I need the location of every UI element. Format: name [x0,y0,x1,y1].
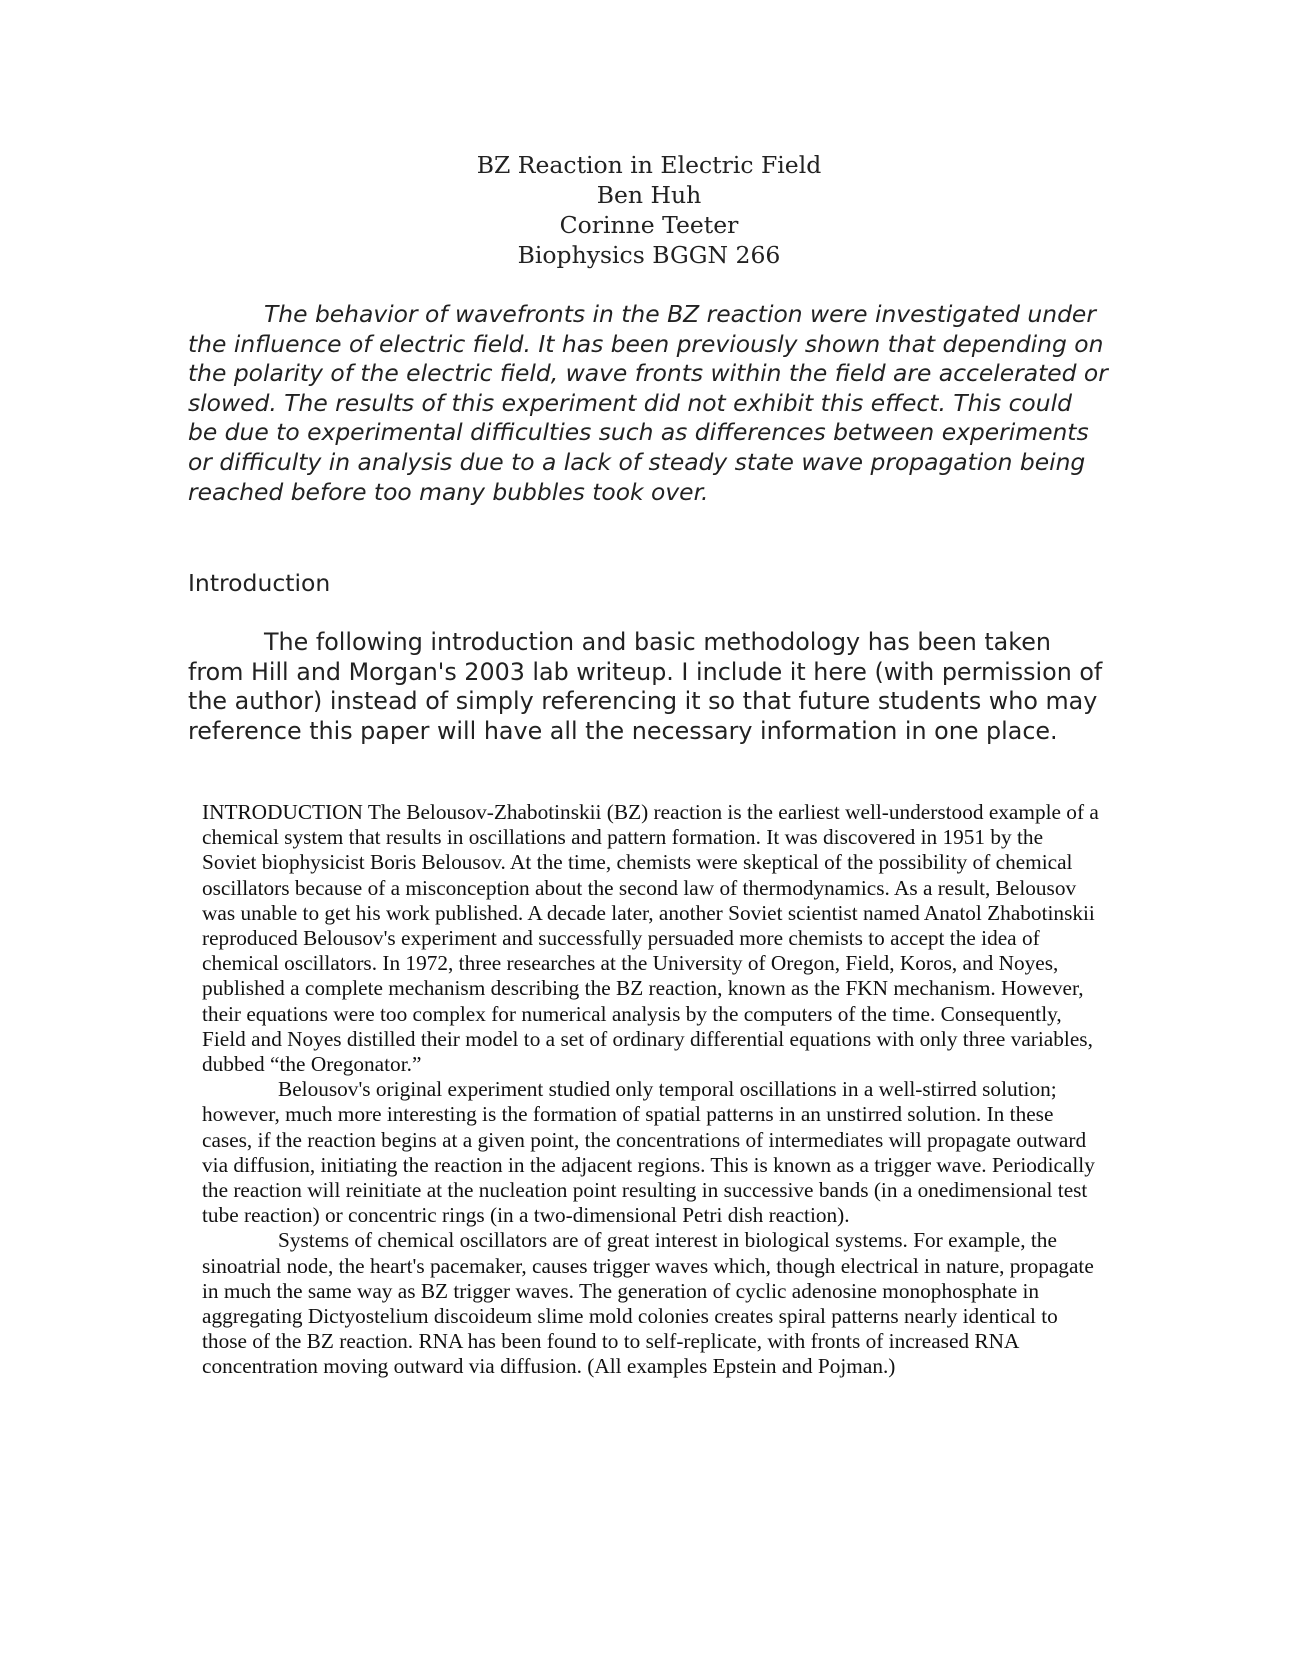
title-block [0,150,1298,270]
author-name: Ben Huh [596,181,702,209]
quoted-paragraph: Systems of chemical oscillators are of great interest in biological systems. For example, the sinoatrial node, the heart's pacemaker, causes trigger waves which, though electrical in nature, propagate in much the same way as BZ trigger waves. The generation of cyclic adenosine monophosphate in aggregating Dictyostelium discoideum slime mold colonies creates spiral patterns nearly identical to those of the BZ reaction. RNA has been found to to self-replicate, with fronts of increased RNA concentration moving outward via diffusion. (All examples Epstein and Pojman.) [202,1228,1094,1379]
course-name: Biophysics BGGN 266 [517,241,781,269]
quoted-paragraph: Belousov's original experiment studied only temporal oscillations in a well-stirred solution; however, much more interesting is the formation of spatial patterns in an unstirred solution. In these cases, if the reaction begins at a given point, the concentrations of intermediates will propagate outward via diffusion, initiating the reaction in the adjacent regions. This is known as a trigger wave. Periodically the reaction will reinitiate at the nucleation point resulting in successive bands (in a onedimensional test tube reaction) or concentric rings (in a two-dimensional Petri dish reaction). [202,1077,1095,1228]
abstract: The behavior of wavefronts in the BZ reaction were investigated under the influence of electric field. It has been previously shown that depending on the polarity of the electric field, wave fronts within the field are accelerated or slowed. The results of this experiment did not exhibit this effect. This could be due to experimental difficulties such as differences between experiments or difficulty in analysis due to a lack of steady state wave propagation being reached before too many bubbles took over. [188,300,1108,506]
paper-title: BZ Reaction in Electric Field [476,151,822,179]
author-name: Corinne Teeter [559,211,739,239]
section-heading: Introduction [188,569,331,597]
quoted-introduction [202,800,1100,1380]
intro-paragraph: The following introduction and basic methodology has been taken from Hill and Morgan's 2003 lab writeup. I include it here (with permission of the author) instead of simply referencing it so that future students who may reference this paper will have all the necessary information in one place. [188,628,1103,745]
quoted-paragraph: INTRODUCTION The Belousov-Zhabotinskii (BZ) reaction is the earliest well-understood example of a chemical system that results in oscillations and pattern formation. It was discovered in 1951 by the Soviet biophysicist Boris Belousov. At the time, chemists were skeptical of the possibility of chemical oscillators because of a misconception about the second law of thermodynamics. As a result, Belousov was unable to get his work published. A decade later, another Soviet scientist named Anatol Zhabotinskii reproduced Belousov's experiment and successfully persuaded more chemists to accept the idea of chemical oscillators. In 1972, three researches at the University of Oregon, Field, Koros, and Noyes, published a complete mechanism describing the BZ reaction, known as the FKN mechanism. However, their equations were too complex for numerical analysis by the computers of the time. Consequently, Field and Noyes distilled their model to a set of ordinary differential equations with only three variables, dubbed “the Oregonator.” [202,800,1099,1077]
